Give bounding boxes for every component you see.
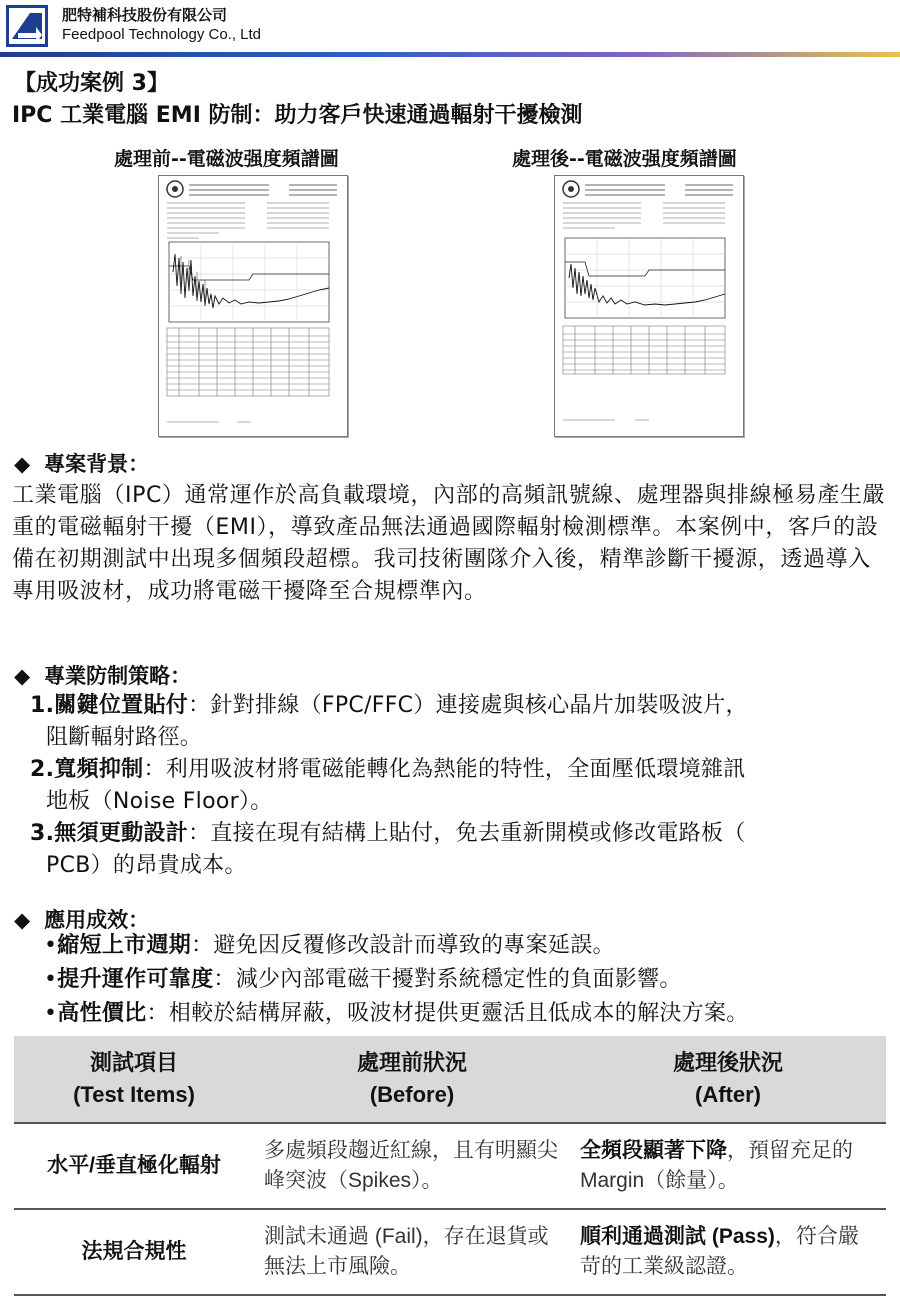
header-label-en: (After)	[695, 1082, 761, 1107]
strategy-title-text: 專業防制策略：	[44, 664, 192, 688]
strategy-item-text: ：利用吸波材將電磁能轉化為熱能的特性，全面壓低環境雜訊	[143, 757, 746, 782]
table-row	[14, 1209, 886, 1295]
page-header	[0, 0, 900, 52]
diamond-bullet-icon: ◆	[14, 908, 31, 932]
strategy-item-number: 3.	[30, 821, 55, 846]
strategy-item-text-continued: 地板（Noise Floor）。	[46, 789, 273, 814]
strategy-item-heading: 無須更動設計	[54, 821, 189, 846]
diamond-bullet-icon: ◆	[14, 664, 31, 688]
table-header-row	[14, 1036, 886, 1123]
cell-after-highlight: 順利通過測試 (Pass)	[580, 1225, 775, 1248]
header-label-en: (Test Items)	[73, 1082, 195, 1107]
cell-test-item: 法規合規性	[14, 1209, 254, 1295]
background-paragraph: 工業電腦（IPC）通常運作於高負載環境，內部的高頻訊號線、處理器與排線極易產生嚴重的電磁輻射干擾（EMI），導致產品無法通過國際輻射檢測標準。本案例中，客戶的設備在初期測試中出現多個頻段超標。我司技術團隊介入後，精準診斷干擾源，透過導入專用吸波材，成功將電磁干擾降至合規標準內。	[12, 483, 886, 604]
background-title-text: 專案背景：	[44, 452, 150, 476]
before-emi-report-image	[158, 175, 348, 437]
company-logo	[6, 5, 48, 47]
strategy-item-heading: 關鍵位置貼付	[54, 693, 189, 718]
cell-after-text: ，預留充足的 Margin（餘量）。	[580, 1139, 853, 1192]
strategy-item-3	[30, 818, 746, 882]
background-section-title	[14, 448, 149, 478]
after-figure-caption: 處理後--電磁波强度頻譜圖	[512, 148, 737, 170]
after-emi-report-image	[554, 175, 744, 437]
table-header-before	[254, 1036, 570, 1123]
strategy-item-number: 1.	[30, 693, 55, 718]
cell-test-item: 水平/垂直極化輻射	[14, 1123, 254, 1209]
company-name	[62, 6, 261, 44]
strategy-item-text-continued: 阻斷輻射路徑。	[46, 725, 203, 750]
header-label-zh: 處理前狀況	[356, 1050, 467, 1075]
before-figure-caption: 處理前--電磁波强度頻譜圖	[114, 148, 339, 170]
strategy-item-heading: 寬頻抑制	[54, 757, 144, 782]
results-item-heading: 縮短上市週期	[57, 933, 192, 958]
cell-after-text: ，符合嚴苛的工業級認證。	[580, 1225, 859, 1278]
strategy-item-2	[30, 754, 746, 818]
table-header-test-items	[14, 1036, 254, 1123]
strategy-item-text-continued: PCB）的昂貴成本。	[46, 853, 247, 878]
results-item-2	[44, 964, 682, 996]
cell-before: 測試未通過 (Fail)，存在退貨或無法上市風險。	[254, 1209, 570, 1295]
strategy-item-text: ：針對排線（FPC/FFC）連接處與核心晶片加裝吸波片，	[188, 693, 748, 718]
cell-after-highlight: 全頻段顯著下降	[580, 1139, 727, 1162]
strategy-item-text: ：直接在現有結構上貼付，免去重新開模或修改電路板（	[188, 821, 746, 846]
page-title: IPC 工業電腦 EMI 防制：助力客戶快速通過輻射干擾檢測	[12, 103, 583, 128]
bullet-icon: •	[44, 933, 58, 958]
header-label-zh: 測試項目	[89, 1050, 178, 1075]
strategy-item-number: 2.	[30, 757, 55, 782]
results-item-text: ：避免因反覆修改設計而導致的專案延誤。	[191, 933, 615, 958]
company-name-zh: 肥特補科技股份有限公司	[62, 6, 228, 24]
results-item-1	[44, 930, 615, 962]
diamond-bullet-icon: ◆	[14, 452, 31, 476]
results-item-heading: 提升運作可靠度	[57, 967, 214, 992]
cell-after	[570, 1209, 886, 1295]
bullet-icon: •	[44, 967, 58, 992]
results-item-3	[44, 998, 749, 1030]
comparison-table	[14, 1036, 886, 1296]
table-row	[14, 1123, 886, 1209]
results-item-text: ：相較於結構屏蔽，吸波材提供更靈活且低成本的解決方案。	[146, 1001, 749, 1026]
cell-before: 多處頻段趨近紅線，且有明顯尖峰突波（Spikes）。	[254, 1123, 570, 1209]
strategy-section-title	[14, 660, 191, 690]
company-name-en: Feedpool Technology Co., Ltd	[62, 26, 262, 43]
header-label-zh: 處理後狀況	[672, 1050, 783, 1075]
header-divider	[0, 52, 900, 57]
bullet-icon: •	[44, 1001, 58, 1026]
case-label: 【成功案例 3】	[14, 71, 169, 96]
results-item-heading: 高性價比	[57, 1001, 147, 1026]
results-item-text: ：減少內部電磁干擾對系統穩定性的負面影響。	[213, 967, 682, 992]
results-title-text: 應用成效：	[44, 908, 150, 932]
cell-after	[570, 1123, 886, 1209]
header-label-en: (Before)	[369, 1082, 455, 1107]
table-header-after	[570, 1036, 886, 1123]
strategy-item-1	[30, 690, 748, 754]
